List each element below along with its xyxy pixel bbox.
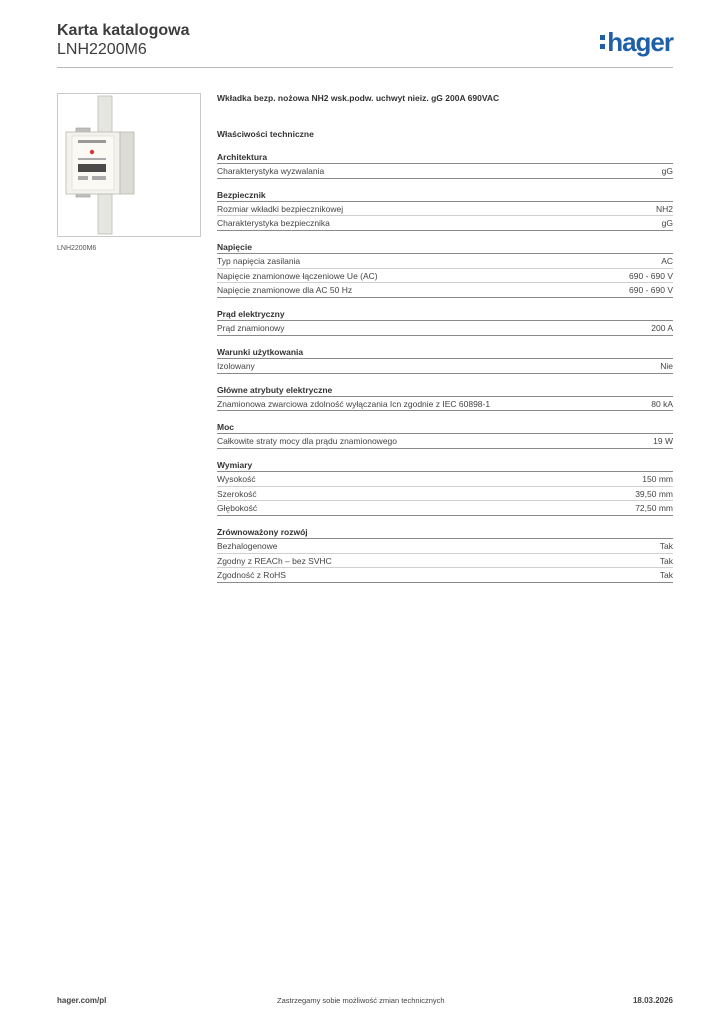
spec-row <box>217 434 673 449</box>
spec-label: Szerokość <box>217 488 257 499</box>
spec-row <box>217 283 673 298</box>
footer-website-link[interactable]: hager.com/pl <box>57 996 107 1005</box>
spec-value: 19 W <box>653 436 673 447</box>
spec-value: 39,50 mm <box>635 488 673 499</box>
spec-row <box>217 568 673 583</box>
spec-section <box>217 241 673 298</box>
spec-value: 150 mm <box>642 473 673 484</box>
spec-sections <box>217 151 673 583</box>
spec-row <box>217 397 673 412</box>
section-title: Napięcie <box>217 241 673 254</box>
spec-label: Prąd znamionowy <box>217 323 285 334</box>
spec-label: Napięcie znamionowe łączeniowe Ue (AC) <box>217 270 378 281</box>
section-title: Główne atrybuty elektryczne <box>217 384 673 397</box>
spec-value: 200 A <box>651 323 673 334</box>
document-title: Karta katalogowa <box>57 22 190 39</box>
spec-content <box>217 93 673 583</box>
spec-label: Wysokość <box>217 473 256 484</box>
spec-section <box>217 151 673 179</box>
product-image <box>57 93 201 237</box>
spec-section <box>217 189 673 231</box>
spec-value: gG <box>661 166 673 176</box>
spec-row <box>217 164 673 179</box>
spec-section <box>217 308 673 336</box>
spec-row <box>217 539 673 554</box>
spec-value: Nie <box>660 360 673 371</box>
spec-row <box>217 321 673 336</box>
spec-value: NH2 <box>655 203 673 214</box>
section-title: Zrównoważony rozwój <box>217 526 673 539</box>
spec-label: Charakterystyka wyzwalania <box>217 166 325 176</box>
section-title: Moc <box>217 421 673 434</box>
spec-label: Typ napięcia zasilania <box>217 256 301 267</box>
spec-row <box>217 501 673 516</box>
spec-label: Zgodny z REACh – bez SVHC <box>217 555 332 566</box>
spec-label: Charakterystyka bezpiecznika <box>217 218 330 229</box>
section-title: Bezpiecznik <box>217 189 673 202</box>
spec-row <box>217 216 673 231</box>
spec-label: Napięcie znamionowe dla AC 50 Hz <box>217 285 353 296</box>
spec-row <box>217 269 673 284</box>
spec-section <box>217 384 673 412</box>
spec-value: AC <box>661 256 673 267</box>
spec-label: Głębokość <box>217 503 258 514</box>
footer-date: 18.03.2026 <box>632 996 673 1005</box>
spec-label: Zgodność z RoHS <box>217 570 286 581</box>
spec-section <box>217 459 673 516</box>
spec-value: 690 - 690 V <box>629 270 673 281</box>
spec-value: 72,50 mm <box>635 503 673 514</box>
logo-text: hager <box>607 27 673 57</box>
section-title: Architektura <box>217 151 673 164</box>
spec-value: 690 - 690 V <box>629 285 673 296</box>
spec-value: Tak <box>659 540 673 551</box>
logo-dots-icon <box>600 35 605 49</box>
spec-value: 80 kA <box>651 398 673 409</box>
product-description: Wkładka bezp. nożowa NH2 wsk.podw. uchwyt nieiz. gG 200A 690VAC <box>217 93 500 103</box>
spec-section <box>217 526 673 583</box>
spec-section <box>217 421 673 449</box>
spec-value: Tak <box>659 555 673 566</box>
fuse-link-icon <box>58 94 200 236</box>
spec-row <box>217 472 673 487</box>
footer-notice: Zastrzegamy sobie możliwość zmian technicznych <box>277 996 445 1005</box>
hager-logo[interactable] <box>600 28 673 56</box>
properties-heading: Właściwości techniczne <box>217 129 314 139</box>
spec-label: Całkowite straty mocy dla prądu znamionowego <box>217 436 398 447</box>
spec-row <box>217 554 673 569</box>
product-caption: LNH2200M6 <box>57 245 97 252</box>
spec-row <box>217 359 673 374</box>
spec-label: Znamionowa zwarciowa zdolność wyłączania Icn zgodnie z IEC 60898-1 <box>217 398 491 409</box>
spec-label: Rozmiar wkładki bezpiecznikowej <box>217 203 344 214</box>
spec-value: gG <box>661 218 673 229</box>
section-title: Prąd elektryczny <box>217 308 673 321</box>
page-header <box>57 20 673 68</box>
spec-row <box>217 487 673 502</box>
spec-label: Bezhalogenowe <box>217 540 278 551</box>
document-subtitle: LNH2200M6 <box>57 41 147 58</box>
spec-row <box>217 254 673 269</box>
section-title: Warunki użytkowania <box>217 346 673 359</box>
spec-label: Izolowany <box>217 360 255 371</box>
spec-section <box>217 346 673 374</box>
spec-value: Tak <box>659 570 673 581</box>
section-title: Wymiary <box>217 459 673 472</box>
spec-row <box>217 202 673 217</box>
